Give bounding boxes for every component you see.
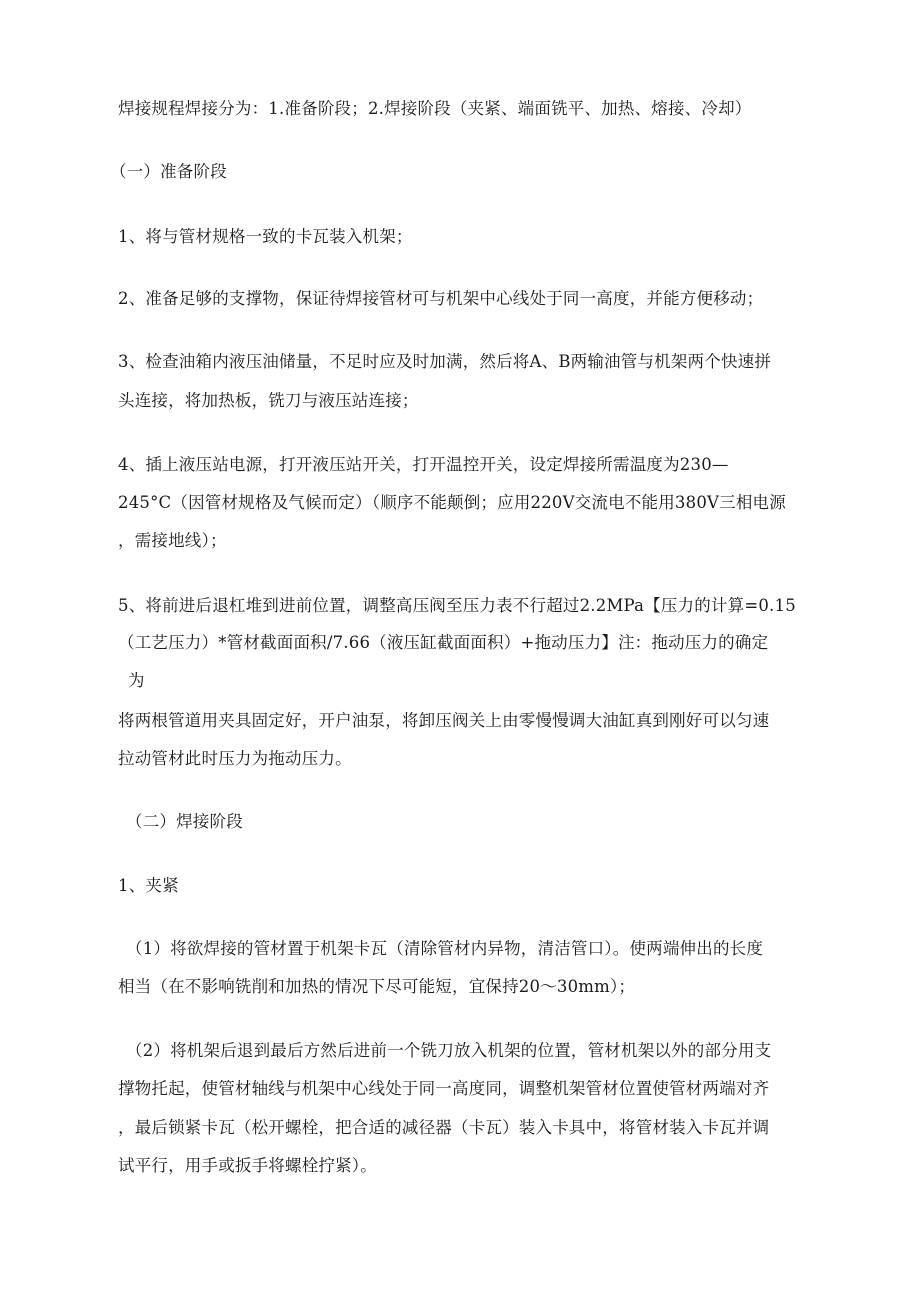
step-5-line-5: 拉动管材此时压力为拖动压力。 — [118, 749, 352, 768]
clamp-item-2-line-3: ，最后锁紧卡瓦（松开螺栓，把合适的减径器（卡瓦）装入卡具中，将管材装入卡瓦并调 — [118, 1118, 770, 1137]
step-1-line: 1、将与管材规格一致的卡瓦装入机架； — [118, 227, 413, 246]
step-2-line: 2、准备足够的支撑物，保证待焊接管材可与机架中心线处于同一高度，并能方便移动； — [118, 289, 764, 308]
clamp-item-1-line-1: （1）将欲焊接的管材置于机架卡瓦（清除管材内异物，清洁管口）。使两端伸出的长度 — [126, 939, 764, 958]
section-heading-preparation: （一）准备阶段 — [110, 162, 227, 181]
step-5-line-1: 5、将前进后退杠堆到进前位置，调整高压阀至压力表不行超过2.2MPa【压力的计算=0.15 — [118, 596, 796, 615]
clamp-item-2-line-2: 撑物托起，使管材轴线与机架中心线处于同一高度同，调整机架管材位置使管材两端对齐 — [118, 1079, 770, 1098]
step-5-line-3: 为 — [128, 671, 145, 690]
welding-step-1-title: 1、夹紧 — [118, 876, 179, 895]
step-5-line-4: 将两根管道用夹具固定好，开户油泵，将卸压阀关上由零慢慢调大油缸真到刚好可以匀速 — [118, 711, 770, 730]
step-3-line-2: 头连接，将加热板，铣刀与液压站连接； — [118, 391, 419, 410]
clamp-item-2-line-4: 试平行，用手或扳手将螺栓拧紧）。 — [118, 1156, 377, 1175]
step-4-line-3: ，需接地线）； — [118, 531, 227, 550]
step-4-line-1: 4、插上液压站电源，打开液压站开关，打开温控开关，设定焊接所需温度为230— — [118, 455, 729, 474]
clamp-item-1-line-2: 相当（在不影响铣削和加热的情况下尽可能短，宜保持20～30mm）； — [118, 977, 636, 996]
section-heading-welding: （二）焊接阶段 — [126, 812, 243, 831]
intro-line: 焊接规程焊接分为：1.准备阶段；2.焊接阶段（夹紧、端面铣平、加热、熔接、冷却） — [118, 99, 752, 118]
step-3-line-1: 3、检查油箱内液压油储量，不足时应及时加满，然后将A、B两输油管与机架两个快速拼 — [118, 352, 772, 371]
clamp-item-2-line-1: （2）将机架后退到最后方然后进前一个铣刀放入机架的位置，管材机架以外的部分用支 — [126, 1041, 772, 1060]
step-4-line-2: 245°C（因管材规格及气候而定）（顺序不能颠倒；应用220V交流电不能用380V三相电源 — [118, 493, 786, 512]
step-5-line-2: （工艺压力）*管材截面面积/7.66（液压缸截面面积）+拖动压力】注：拖动压力的确定 — [118, 633, 769, 652]
